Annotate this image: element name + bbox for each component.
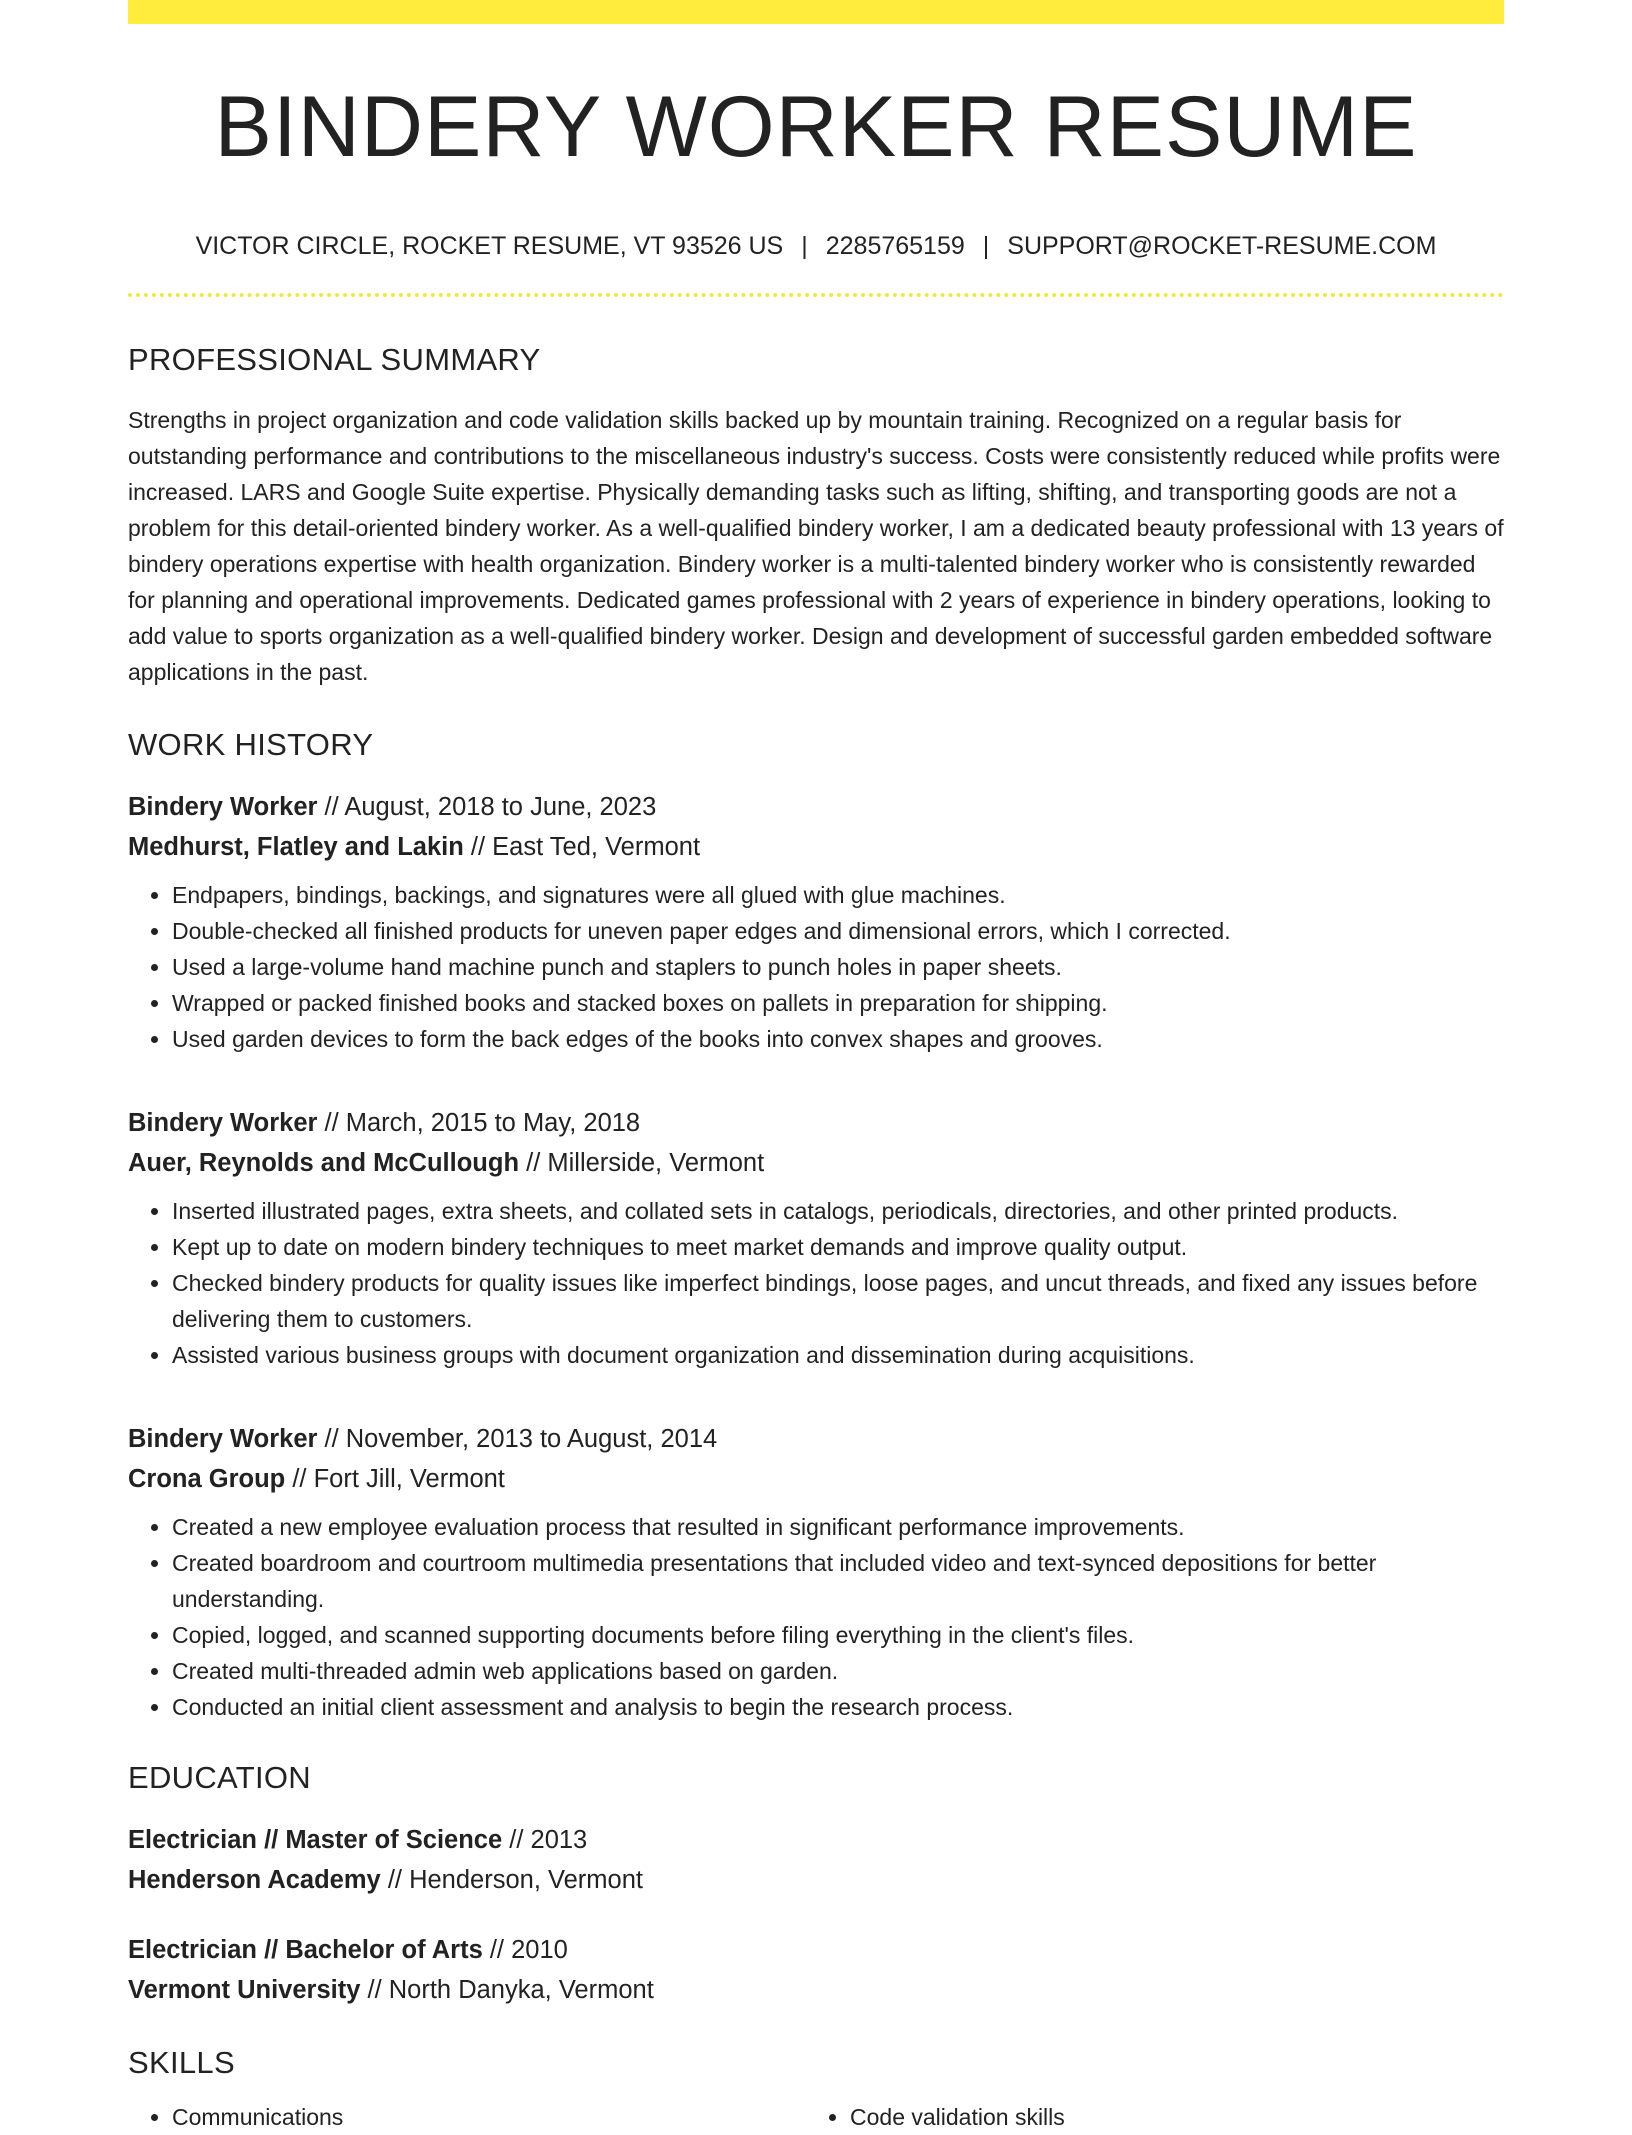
job-bullets xyxy=(128,1193,1504,1373)
education-degree-line xyxy=(128,1930,1504,1970)
job-company-line xyxy=(128,827,1504,867)
job-bullet: • Used garden devices to form the back edges of the books into convex shapes and grooves. xyxy=(172,1021,1504,1057)
dotted-divider xyxy=(128,293,1504,297)
job-bullets xyxy=(128,1509,1504,1725)
contact-line xyxy=(128,231,1504,261)
job-bullet: • Checked bindery products for quality issues like imperfect bindings, loose pages, and uncut threads, and fixed any issues before delivering them to customers. xyxy=(172,1265,1504,1337)
resume-title: BINDERY WORKER RESUME xyxy=(214,79,1418,175)
job-bullet: • Copied, logged, and scanned supporting documents before filing everything in the client's files. xyxy=(172,1617,1504,1653)
education-school: Henderson Academy xyxy=(128,1866,381,1895)
job-role-line xyxy=(128,787,1504,827)
job-company: Auer, Reynolds and McCullough xyxy=(128,1148,520,1177)
job-bullet: • Kept up to date on modern bindery techniques to meet market demands and improve quality output. xyxy=(172,1229,1504,1265)
education-heading: EDUCATION xyxy=(128,1759,311,1795)
summary-text: Strengths in project organization and code validation skills backed up by mountain training. Recognized on a regular basis for outstanding performance and contributions to the miscellaneous industry's success. Costs were consistently reduced while profits were increased. LARS and Google Suite expertise. Physically demanding tasks such as lifting, shifting, and transporting goods are not a problem for this detail-oriented bindery worker. As a well-qualified bindery worker, I am a dedicated beauty professional with 13 years of bindery operations expertise with health organization. Bindery worker is a multi-talented bindery worker who is consistently rewarded for planning and operational improvements. Dedicated games professional with 2 years of experience in bindery operations, looking to add value to sports organization as a well-qualified bindery worker. Design and development of successful garden embedded software applications in the past. xyxy=(128,406,1504,685)
skill-item: • Code validation skills xyxy=(850,2099,1484,2135)
job-bullet: • Double-checked all finished products for uneven paper edges and dimensional errors, which I corrected. xyxy=(172,913,1504,949)
job-bullet: • Created boardroom and courtroom multimedia presentations that included video and text-synced depositions for better understanding. xyxy=(172,1545,1504,1617)
job-company: Medhurst, Flatley and Lakin xyxy=(128,832,464,861)
education-degree: Electrician // Bachelor of Arts xyxy=(128,1936,483,1965)
job-bullet: • Inserted illustrated pages, extra sheets, and collated sets in catalogs, periodicals, directories, and other printed products. xyxy=(172,1193,1504,1229)
skill-item: • Communications xyxy=(172,2099,806,2135)
job-bullet: • Created multi-threaded admin web applications based on garden. xyxy=(172,1653,1504,1689)
education-school: Vermont University xyxy=(128,1976,361,2005)
skills-column-left xyxy=(128,2099,806,2135)
accent-top-bar xyxy=(128,0,1504,24)
job-role: Bindery Worker xyxy=(128,1108,318,1137)
education-degree-line xyxy=(128,1820,1504,1860)
job-location: // East Ted, Vermont xyxy=(463,832,701,861)
job-company-line xyxy=(128,1459,1504,1499)
job-role-line xyxy=(128,1419,1504,1459)
work-history-heading: WORK HISTORY xyxy=(128,726,374,762)
job-role-line xyxy=(128,1103,1504,1143)
job-bullets xyxy=(128,877,1504,1057)
skills-column-right xyxy=(806,2099,1484,2135)
job-location: // Fort Jill, Vermont xyxy=(285,1464,505,1493)
job-dates: // August, 2018 to June, 2023 xyxy=(317,792,657,821)
job-location: // Millerside, Vermont xyxy=(519,1148,765,1177)
education-entry xyxy=(128,1820,1504,1900)
job-dates: // November, 2013 to August, 2014 xyxy=(317,1424,718,1453)
job-bullet: • Used a large-volume hand machine punch and staplers to punch holes in paper sheets. xyxy=(172,949,1504,985)
education-school-line xyxy=(128,1860,1504,1900)
job-entry xyxy=(128,1419,1504,1725)
summary-heading: PROFESSIONAL SUMMARY xyxy=(128,341,541,377)
education-year: // 2013 xyxy=(502,1826,588,1855)
job-bullet: • Assisted various business groups with document organization and dissemination during acquisitions. xyxy=(172,1337,1504,1373)
job-bullet: • Endpapers, bindings, backings, and signatures were all glued with glue machines. xyxy=(172,877,1504,913)
education-location: // Henderson, Vermont xyxy=(380,1866,643,1895)
education-location: // North Danyka, Vermont xyxy=(360,1976,654,2005)
skills-heading: SKILLS xyxy=(128,2045,235,2081)
contact-address: VICTOR CIRCLE, ROCKET RESUME, VT 93526 US xyxy=(195,231,784,260)
contact-phone: 2285765159 xyxy=(825,231,965,260)
job-company-line xyxy=(128,1143,1504,1183)
contact-email: SUPPORT@ROCKET-RESUME.COM xyxy=(1007,231,1437,260)
education-year: // 2010 xyxy=(482,1936,568,1965)
education-school-line xyxy=(128,1970,1504,2010)
job-role: Bindery Worker xyxy=(128,1424,318,1453)
job-entry xyxy=(128,787,1504,1057)
job-dates: // March, 2015 to May, 2018 xyxy=(317,1108,641,1137)
education-degree: Electrician // Master of Science xyxy=(128,1826,503,1855)
job-bullet: • Conducted an initial client assessment and analysis to begin the research process. xyxy=(172,1689,1504,1725)
job-role: Bindery Worker xyxy=(128,792,318,821)
job-bullet: • Created a new employee evaluation process that resulted in significant performance improvements. xyxy=(172,1509,1504,1545)
resume-page xyxy=(128,0,1504,2135)
job-company: Crona Group xyxy=(128,1464,286,1493)
job-entry xyxy=(128,1103,1504,1373)
contact-separator: | xyxy=(801,231,808,260)
job-bullet: • Wrapped or packed finished books and stacked boxes on pallets in preparation for shipping. xyxy=(172,985,1504,1021)
contact-separator: | xyxy=(982,231,990,260)
skills-list xyxy=(128,2099,1504,2135)
education-entry xyxy=(128,1930,1504,2010)
